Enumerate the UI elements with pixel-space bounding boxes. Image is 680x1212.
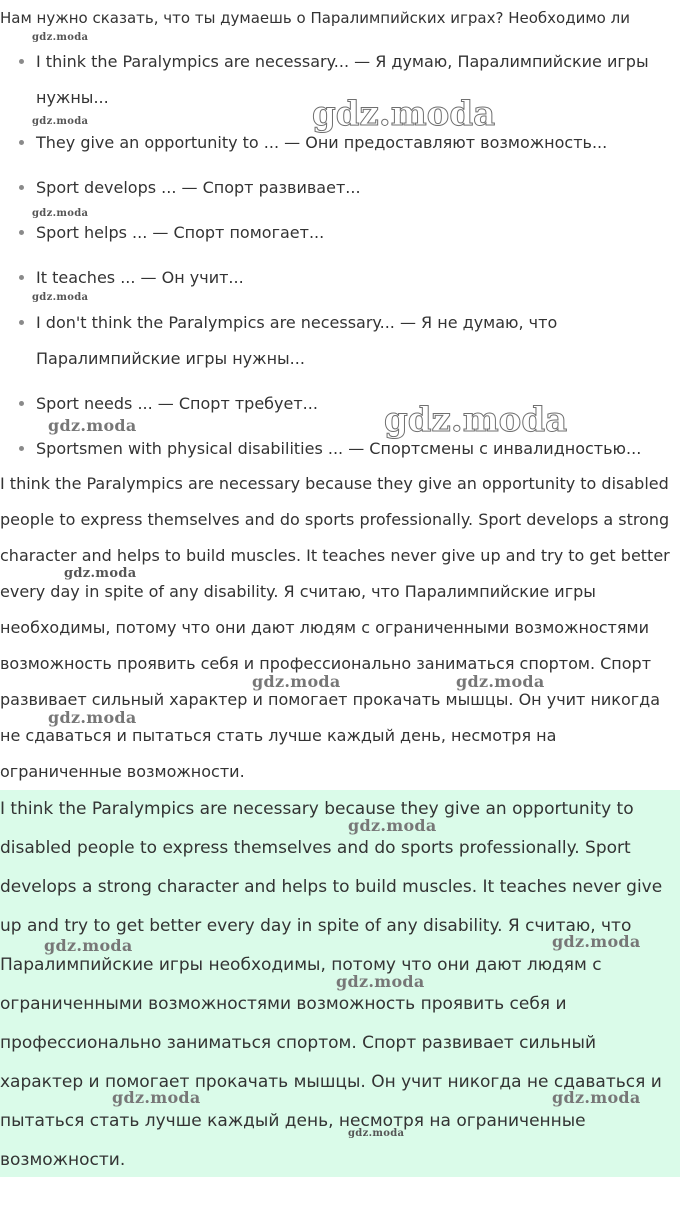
watermark-logo: gdz.moda [252, 672, 341, 691]
list-item [0, 305, 680, 377]
list-item-text: I think the Paralympics are necessary... — Я думаю, Паралимпийские игры нужны... [36, 52, 649, 107]
watermark-logo: gdz.moda [348, 816, 437, 835]
bullet-icon [19, 59, 24, 64]
bullet-icon [19, 140, 24, 145]
answer-paragraph: I think the Paralympics are necessary because they give an opportunity to disabled people to express themselves and do sports professionally. Sport develops a strong character and helps to build muscles. It teaches never give up and try to get better every day in spite of any disability. Я считаю, что Паралимпийские игры необходимы, потому что они дают людям с ограниченными возможностями возможность проявить себя и профессионально заниматься спортом. Спорт развивает сильный характер и помогает прокачать мышцы. Он учит никогда не сдаваться и пытаться стать лучше каждый день, несмотря на ограниченные возможности. [0, 474, 670, 781]
watermark-logo: gdz.moda [44, 936, 133, 955]
bullet-icon [19, 230, 24, 235]
list-item-text: Sport needs ... — Спорт требует... [36, 394, 318, 413]
list-item-text: It teaches ... — Он учит... [36, 268, 244, 287]
watermark-logo: gdz.moda [32, 208, 89, 219]
watermark-logo: gdz.moda [456, 672, 545, 691]
bullet-icon [19, 401, 24, 406]
list-item-text: Sport helps ... — Спорт помогает... [36, 223, 325, 242]
phrase-list [0, 44, 680, 476]
highlighted-answer-paragraph: I think the Paralympics are necessary because they give an opportunity to disabled people to express themselves and do sports professionally. Sport develops a strong character and helps to build muscles. It teaches never give up and try to get better every day in spite of any disability. Я считаю, что Паралимпийские игры необходимы, потому что они дают людям с ограниченными возможностями возможность проявить себя и профессионально заниматься спортом. Спорт развивает сильный характер и помогает прокачать мышцы. Он учит никогда не сдаваться и пытаться стать лучше каждый день, несмотря на ограниченные возможности. [0, 799, 663, 1170]
watermark-logo: gdz.moda [32, 116, 89, 127]
watermark-logo: gdz.moda [32, 32, 89, 43]
watermark-logo: gdz.moda [552, 1088, 641, 1107]
list-item [0, 44, 680, 116]
watermark-logo: gdz.moda [312, 94, 496, 134]
watermark-logo: gdz.moda [336, 972, 425, 991]
list-item [0, 125, 680, 161]
watermark-logo: gdz.moda [48, 416, 137, 435]
watermark-logo: gdz.moda [384, 400, 568, 440]
list-item [0, 170, 680, 206]
list-item-text: They give an opportunity to ... — Они предоставляют возможность... [36, 133, 608, 152]
watermark-logo: gdz.moda [552, 932, 641, 951]
list-item-text: I don't think the Paralympics are necessary... — Я не думаю, что Паралимпийские игры нужны... [36, 313, 558, 368]
bullet-icon [19, 275, 24, 280]
list-item [0, 386, 680, 422]
watermark-logo: gdz.moda [64, 566, 137, 581]
watermark-logo: gdz.moda [48, 708, 137, 727]
question-text: Нам нужно сказать, что ты думаешь о Паралимпийских играх? Необходимо ли [0, 9, 630, 27]
list-item-text: Sport develops ... — Спорт развивает... [36, 178, 361, 197]
bullet-icon [19, 446, 24, 451]
list-item-text: Sportsmen with physical disabilities ... — Спортсмены с инвалидностью... [36, 439, 642, 458]
list-item [0, 215, 680, 251]
watermark-logo: gdz.moda [32, 292, 89, 303]
watermark-logo: gdz.moda [112, 1088, 201, 1107]
bullet-icon [19, 185, 24, 190]
watermark-logo: gdz.moda [348, 1128, 405, 1139]
list-item [0, 431, 680, 467]
list-item [0, 260, 680, 296]
bullet-icon [19, 320, 24, 325]
